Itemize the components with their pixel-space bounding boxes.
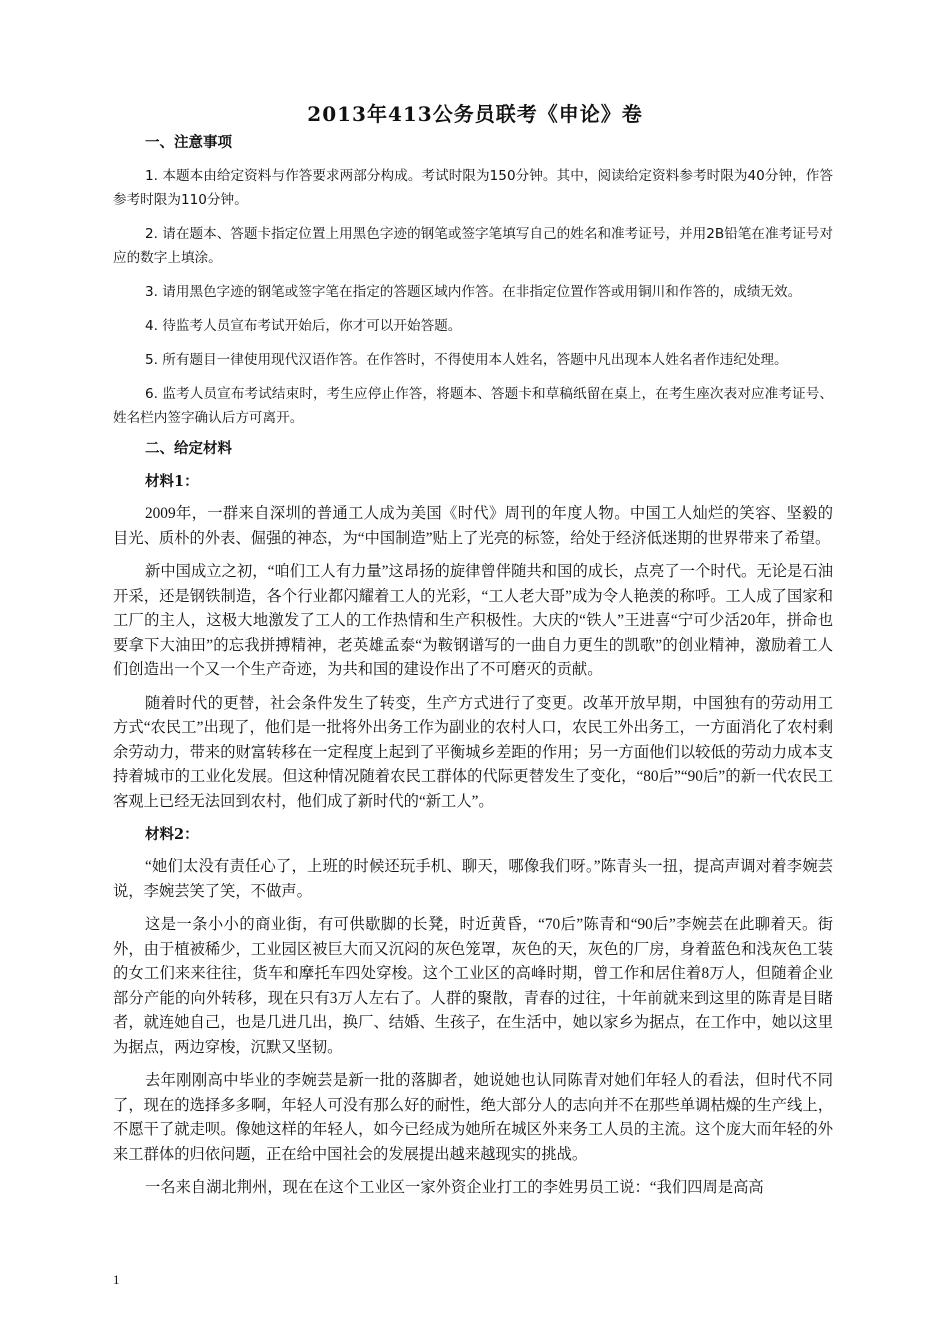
note-item: 5. 所有题目一律使用现代汉语作答。在作答时，不得使用本人姓名，答题中凡出现本人姓名者作违纪处理。 xyxy=(145,352,788,368)
material-paragraph: 2009年，一群来自深圳的普通工人成为美国《时代》周刊的年度人物。中国工人灿烂的笑容、坚毅的目光、质朴的外表、倔强的神态，为“中国制造”贴上了光亮的标签，给处于经济低迷期的世界带来了希望。 xyxy=(113,505,833,547)
note-item: 3. 请用黑色字迹的钢笔或签字笔在指定的答题区域内作答。在非指定位置作答或用铜川和作答的，成绩无效。 xyxy=(145,284,802,300)
document-body xyxy=(113,134,833,1210)
note-item: 1. 本题本由给定资料与作答要求两部分构成。考试时限为150分钟。其中，阅读给定资料参考时限为40分钟，作答参考时限为110分钟。 xyxy=(113,168,833,208)
material-paragraph: 一名来自湖北荆州，现在在这个工业区一家外资企业打工的李姓男员工说：“我们四周是高高 xyxy=(145,1179,764,1196)
document-title: 2013年413公务员联考《申论》卷 xyxy=(307,102,643,126)
material-1-label: 材料1： xyxy=(145,473,199,490)
material-paragraph: 这是一条小小的商业街，有可供歇脚的长凳，时近黄昏，“70后”陈青和“90后”李婉芸在此聊着天。街外，由于植被稀少，工业园区被巨大而又沉闷的灰色笼罩，灰色的天，灰色的厂房，身着蓝色和浅灰色工装的女工们来来往往，货车和摩托车四处穿梭。这个工业区的高峰时期，曾工作和居住着8万人，但随着企业部分产能的向外转移，现在只有3万人左右了。人群的聚散，青春的过往，十年前就来到这里的陈青是目睹者，就连她自己，也是几进几出，换厂、结婚、生孩子，在生活中，她以家乡为据点，在工作中，她以这里为据点，两边穿梭，沉默又坚韧。 xyxy=(113,916,833,1056)
material-paragraph: 随着时代的更替，社会条件发生了转变，生产方式进行了变更。改革开放早期，中国独有的劳动用工方式“农民工”出现了，他们是一批将外出务工作为副业的农村人口，农民工外出务工，一方面消化了农村剩余劳动力，带来的财富转移在一定程度上起到了平衡城乡差距的作用；另一方面他们以较低的劳动力成本支持着城市的工业化发展。但这种情况随着农民工群体的代际更替发生了变化，“80后”“90后”的新一代农民工客观上已经无法回到农村，他们成了新时代的“新工人”。 xyxy=(113,694,833,810)
material-2-label: 材料2： xyxy=(145,826,199,843)
material-paragraph: “她们太没有责任心了，上班的时候还玩手机、聊天，哪像我们呀。”陈青头一扭，提高声调对着李婉芸说，李婉芸笑了笑，不做声。 xyxy=(113,858,833,900)
section-heading-notes: 一、注意事项 xyxy=(145,135,232,151)
section-heading-materials: 二、给定材料 xyxy=(145,441,232,457)
note-item: 6. 监考人员宣布考试结束时，考生应停止作答，将题本、答题卡和草稿纸留在桌上，在考生座次表对应准考证号、姓名栏内签字确认后方可离开。 xyxy=(113,386,833,426)
material-paragraph: 去年刚刚高中毕业的李婉芸是新一批的落脚者，她说她也认同陈青对她们年轻人的看法，但时代不同了，现在的选择多多啊，年轻人可没有那么好的耐性，绝大部分人的志向并不在那些单调枯燥的生产线上，不愿干了就走呗。像她这样的年轻人，如今已经成为她所在城区外来务工人员的主流。这个庞大而年轻的外来工群体的归依问题，正在给中国社会的发展提出越来越现实的挑战。 xyxy=(113,1072,833,1163)
note-item: 4. 待监考人员宣布考试开始后，你才可以开始答题。 xyxy=(145,318,462,334)
page-number: 1 xyxy=(113,1272,120,1287)
material-paragraph: 新中国成立之初，“咱们工人有力量”这昂扬的旋律曾伴随共和国的成长，点亮了一个时代。无论是石油开采，还是钢铁制造，各个行业都闪耀着工人的光彩，“工人老大哥”成为令人艳羡的称呼。工人成了国家和工厂的主人，这极大地激发了工人的工作热情和生产积极性。大庆的“铁人”王进喜“宁可少活20年，拼命也要拿下大油田”的忘我拼搏精神，老英雄孟泰“为鞍钢谱写的一曲自力更生的凯歌”的创业精神，激励着工人们创造出一个又一个生产奇迹，为共和国的建设作出了不可磨灭的贡献。 xyxy=(113,563,833,678)
note-item: 2. 请在题本、答题卡指定位置上用黑色字迹的钢笔或签字笔填写自己的姓名和准考证号，并用2B铅笔在准考证号对应的数字上填涂。 xyxy=(113,226,833,266)
